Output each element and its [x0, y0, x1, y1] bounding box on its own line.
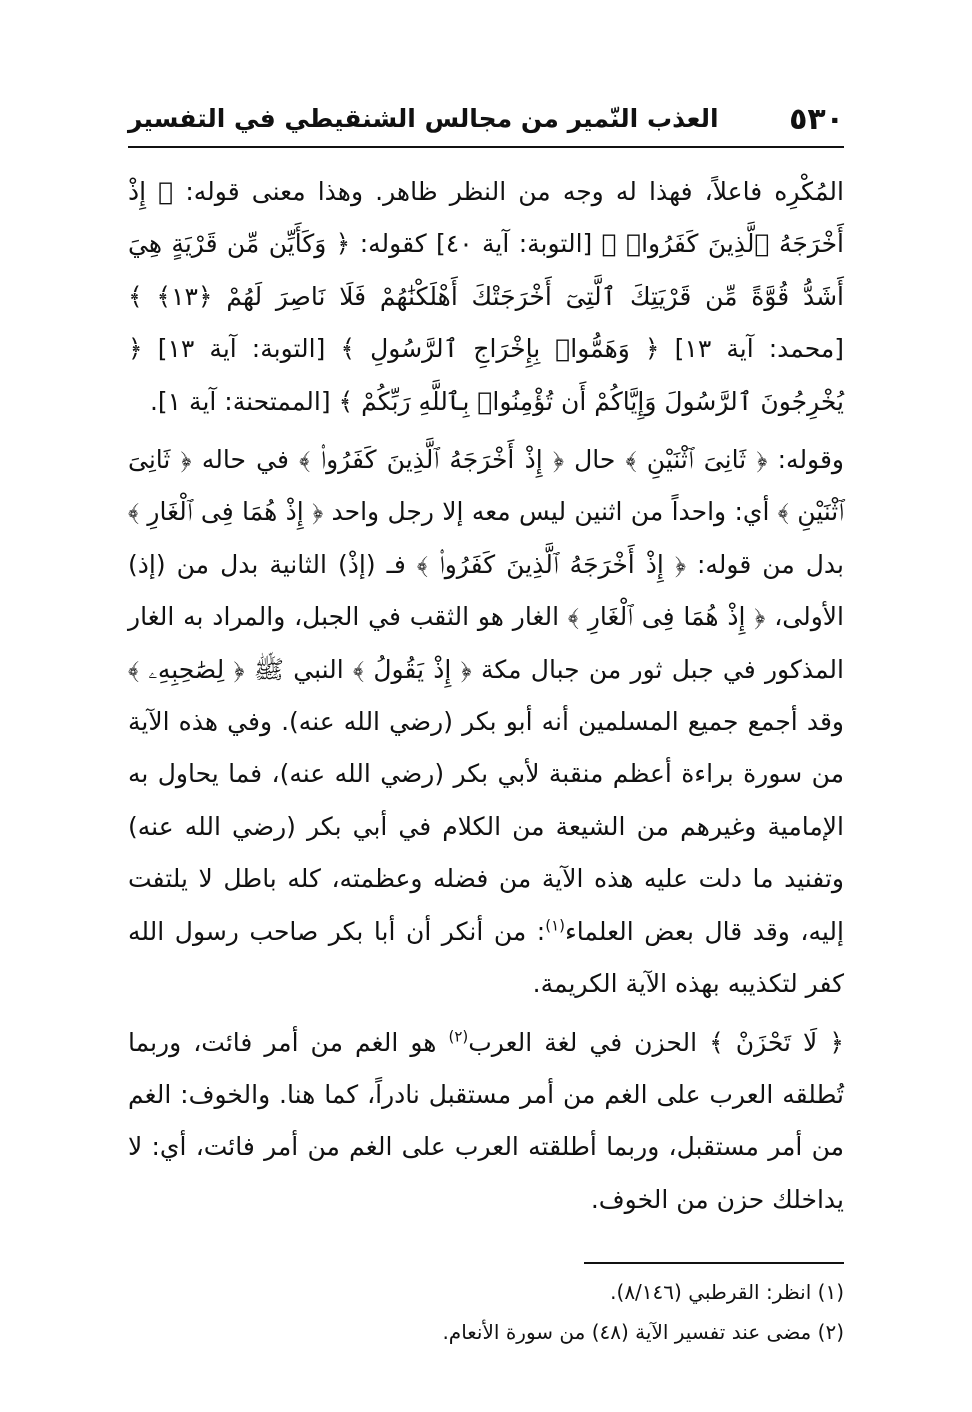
footnote-2: (٢) مضى عند تفسير الآية (٤٨) من سورة الأنعام. — [442, 1320, 844, 1344]
footnotes — [128, 1272, 844, 1352]
paragraph-2-tail: : من أنكر أن أبا بكر صاحب رسول الله كفر لتكذيبه بهذه الآية الكريمة. — [128, 916, 844, 999]
paragraph-2-text: وقوله: ﴿ ثَانِىَ ٱثْنَيْنِ ﴾ حال ﴿ إِذْ أَخْرَجَهُ ٱلَّذِينَ كَفَرُوا۟ ﴾ في حاله ﴿ ثَانِىَ ٱثْنَيْنِ ﴾ أي: واحداً من اثنين ليس معه إلا رجل واحد ﴿ إِذْ هُمَا فِى ٱلْغَارِ ﴾ بدل من قوله: ﴿ إِذْ أَخْرَجَهُ ٱلَّذِينَ كَفَرُوا۟ ﴾ فـ (إذْ) الثانية بدل من (إذ) الأولى، ﴿ إِذْ هُمَا فِى ٱلْغَارِ ﴾ الغار هو الثقب في الجبل، والمراد به الغار المذكور في جبل ثور من جبال مكة ﴿ إِذْ يَقُولُ ﴾ النبي ﷺ ﴿ لِصَٰحِبِهِۦ ﴾ وقد أجمع جميع المسلمين أنه أبو بكر (رضي الله عنه). وفي هذه الآية من سورة براءة أعظم منقبة لأبي بكر (رضي الله عنه)، فما يحاول به الإمامية وغيرهم من الشيعة من الكلام في أبي بكر (رضي الله عنه) وتفنيد ما دلت عليه هذه الآية من فضله وعظمته، كله باطل لا يلتفت إليه، وقد قال بعض العلماء — [128, 445, 844, 946]
footnote-ref-2[interactable]: (٢) — [448, 1027, 469, 1046]
running-title: العذب النّمير من مجالس الشنقيطي في التفسير — [128, 104, 719, 133]
paragraph-3-head: ﴿ لَا تَحْزَنْ ﴾ الحزن في لغة العرب — [468, 1027, 844, 1057]
paragraph-3 — [128, 1017, 844, 1227]
footnote-divider — [584, 1262, 844, 1264]
paragraph-3-tail: هو الغم من أمر فائت، وربما تُطلقه العرب على الغم من أمر مستقبل نادراً، كما هنا. والخوف: الغم من أمر مستقبل، وربما أطلقته العرب على الغم من أمر فائت، أي: لا يداخلك حزن من الخوف. — [128, 1027, 844, 1214]
page-header — [128, 96, 844, 148]
main-text — [128, 166, 844, 1226]
footnote-ref-1[interactable]: (١) — [545, 916, 566, 935]
footnote-1: (١) انظر: القرطبي (٨/١٤٦). — [610, 1280, 844, 1304]
paragraph-2 — [128, 434, 844, 1010]
paragraph-1: المُكْرِه فاعلاً، فهذا له وجه من النظر ظاهر. وهذا معنى قوله: ﴿ إِذْ أَخْرَجَهُ ٱلَّذِينَ كَفَرُوا۟ ﴾ [التوبة: آية ٤٠] كقوله: ﴿ وَكَأَيِّن مِّن قَرْيَةٍ هِيَ أَشَدُّ قُوَّةً مِّن قَرْيَتِكَ ٱلَّتِىٓ أَخْرَجَتْكَ أَهْلَكْنَٰهُمْ فَلَا نَاصِرَ لَهُمْ ﴿١٣﴾ ﴾ [محمد: آية ١٣] ﴿ وَهَمُّوا۟ بِإِخْرَاجِ ٱلرَّسُولِ ﴾ [التوبة: آية ١٣] ﴿ يُخْرِجُونَ ٱلرَّسُولَ وَإِيَّاكُمْ أَن تُؤْمِنُوا۟ بِٱللَّهِ رَبِّكُمْ ﴾ [الممتحنة: آية ١]. — [128, 177, 844, 416]
page-number: ٥٣٠ — [789, 102, 844, 137]
